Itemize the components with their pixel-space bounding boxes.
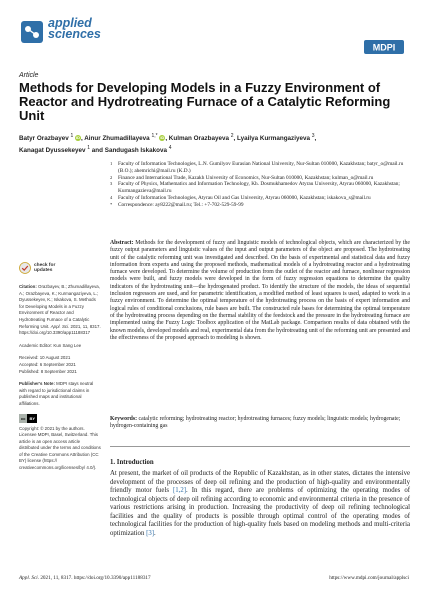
check-updates-icon <box>19 262 31 274</box>
author-affil-sup: 3 <box>311 133 315 139</box>
journal-name-line1: applied <box>48 16 92 30</box>
intro-body: At present, the market of oil products of the Republic of Kazakhstan, as in other states, dictates the intensive development of the processes of deep oil refining and the production of high-quality and environmentally friendly motor fuels [1,2]. In this regard, there are problems of optimizing the operating modes of technological objects of deep oil refining according to economic and environmental criteria in the presence of various restrictions arising in production. Increasing the productivity of deep oil refining technological facilities and the quality of products is possible through optimal control of the operating modes of technological facilities for the production of high-quality fuels based on modeling methods and multi-criteria optimization [3]. <box>110 470 410 537</box>
citation-volume[interactable]: 2021, 11, 8317. https://doi.org/10.3390/app11188317 <box>19 323 101 336</box>
accepted-date: Accepted: 6 September 2021 <box>19 361 76 367</box>
author-affil-sup: 2 <box>230 133 234 139</box>
citation-text: Orazbayev, B.; Zhumadillayeva, A.; Orazbayeva, K.; Kurmangaziyeva, L.; Dyussekeyev, K.; Iskakova, S. Methods for Developing Models in a Fuzzy Environment of Reactor and Hydrotreating Furnace of a Catalytic Reforming Unit. <box>19 284 100 329</box>
cc-icon: cc <box>21 415 26 421</box>
page-footer <box>19 575 409 581</box>
affiliation-item: 1 Faculty of Information Technologies, L.N. Gumilyov Eurasian National University, Nur-Sultan 010000, Kazakhstan; batyr_o@mail.ru (B.O.); ahemrichi@mail.ru (K.D.) <box>110 161 404 174</box>
author-list <box>19 132 409 155</box>
publisher-note-text: MDPI stays neutral with regard to jurisdictional claims in published maps and institutional affiliations. <box>19 381 94 406</box>
author-name[interactable]: Kanagat Dyussekeyev <box>19 146 88 154</box>
publisher-note-label: Publisher's Note: <box>19 381 55 387</box>
affiliations <box>110 161 410 209</box>
keywords-text: catalytic reforming; hydrotreating reactor; hydrotreating furnaces; fuzzy models; linguistic models; hydrogenate; hydrogen-containing gas <box>110 416 401 430</box>
keywords <box>110 416 410 431</box>
editor-block <box>19 343 101 350</box>
citation-label: Citation: <box>19 284 37 289</box>
editor-label: Academic Editor: <box>19 342 53 348</box>
dates-block <box>19 355 101 375</box>
journal-name[interactable] <box>48 18 101 40</box>
author-name[interactable]: , Ainur Zhumadillayeva <box>80 135 152 143</box>
citation-block <box>19 284 101 337</box>
orcid-icon[interactable]: iD <box>75 135 80 141</box>
affiliation-item: 3 Faculty of Physics, Mathematics and Information Technology, Kh. Dosmukhamedov Atyrau University, Atyrau 060000, Kazakhstan; Kurmangazieva@mail.ru <box>110 181 400 195</box>
footer-journal: Appl. Sci. <box>19 575 40 581</box>
journal-name-line2: sciences <box>48 27 101 41</box>
intro-heading: 1. Introduction <box>110 459 154 466</box>
editor-name: Kun Sang Lee <box>53 342 82 348</box>
author-name[interactable]: and Sandugash Iskakova <box>90 146 169 154</box>
received-date: Received: 10 August 2021 <box>19 355 71 361</box>
affiliation-item: 4 Faculty of Information Technologies, Atyrau Oil and Gas University, Atyrau 060000, Kazakhstan; iskakova_s@mail.ru <box>110 194 371 201</box>
publisher-note-block <box>19 381 101 407</box>
author-line-1: Batyr Orazbayev $^1$ iD, Ainur Zhumadillayeva $^{1,*}$ iD, Kulman Orazbayeva $^2$, Lyailya Kurmangaziyeva $^3$, <box>19 133 317 143</box>
cc-license-badge[interactable] <box>19 414 37 423</box>
author-name[interactable]: , Lyailya Kurmangaziyeva <box>233 135 312 143</box>
check-for-updates-button[interactable] <box>19 262 101 274</box>
sidebar <box>19 262 101 478</box>
copyright-block <box>19 426 101 472</box>
journal-logo <box>20 20 44 44</box>
correspondence: * Correspondence: ay8222@mail.ru; Tel.: +7-702-529-59-99 <box>110 201 244 208</box>
copyright-text: Copyright: © 2021 by the authors. Licensee MDPI, Basel, Switzerland. This article is an open access article distributed under the terms and conditions of the Creative Commons Attribution (CC BY) license (https:// creativecommons.org/licenses/by/ 4.0/). <box>19 425 101 471</box>
citation-journal: Appl. Sci. <box>50 323 70 329</box>
section-divider <box>110 446 410 447</box>
published-date: Published: 8 September 2021 <box>19 368 77 374</box>
article-type: Article <box>19 72 39 79</box>
article-title: Methods for Developing Models in a Fuzzy Environment of Reactor and Hydrotreating Furnace of a Catalytic Reforming Unit <box>19 80 391 123</box>
abstract <box>110 240 410 342</box>
author-name[interactable]: , Kulman Orazbayeva <box>165 135 231 143</box>
footer-citation[interactable]: 2021, 11, 8317. https://doi.org/10.3390/app11188317 <box>39 575 151 581</box>
abstract-text: Methods for the development of fuzzy and linguistic models of technological objects, which are characterized by the fuzzy output parameters and linguistic values of the input and output parameters of the object are proposed. The hydrotreating unit of the catalytic reforming unit was investigated and described. On the basis of experimental and statistical data and fuzzy information from experts and using the proposed methods, mathematical models of a hydrotreating reactor and a hydrotreating furnace were developed. To determine the volume of production from the outlet of the reactor and furnace, nonlinear regression models were built, and fuzzy models were developed in the form of fuzzy regression equations to determine the quality indicators of the hydrotreating unit—the hydrogenated product. To identify the structure of the models, the ideas of sequential inclusion regressors are used, and for parametric identification, a modified method of least squares is used, adapted to work in a fuzzy environment. To determine the optimal temperature of the hydrotreating process on the basis of expert information and logical rules of conditional conclusions, rule bases are built. The constructed rule bases for determining the optimal temperature of the hydrotreating process depending on the thermal stability of the feedstock and the pressure in the hydrotreating furnace are implemented using the Fuzzy Logic Toolbox application of the MatLab package. Comparison results of data obtained with the known models, developed models and real, experimental data from the hydrotreating unit of the reforming unit are presented and the effectiveness of the proposed approach to modeling is shown. <box>110 240 410 341</box>
check-updates-line1: check for <box>34 263 56 268</box>
author-affil-sup: 1,* <box>151 133 158 139</box>
author-affil-sup: 1 <box>87 144 91 151</box>
keywords-label: Keywords: <box>110 416 138 422</box>
author-name[interactable]: Batyr Orazbayev <box>19 135 71 143</box>
orcid-icon[interactable]: iD <box>160 135 165 141</box>
check-updates-line2: updates <box>34 268 53 273</box>
affiliation-item: 2 Finance and International Trade, Kazakh University of Economics, Nur-Sultan 010000, Kazakhstan; kulman_o@mail.ru <box>110 174 374 181</box>
publisher-logo[interactable] <box>364 40 404 54</box>
footer-journal-url[interactable]: https://www.mdpi.com/journal/applsci <box>329 575 409 581</box>
author-affil-sup: 1 <box>70 133 74 139</box>
author-affil-sup: 4 <box>168 144 172 151</box>
by-icon: BY <box>29 415 36 421</box>
author-line-2 <box>19 144 409 156</box>
reference-link[interactable]: [1,2] <box>172 487 187 494</box>
publisher-name: MDPI <box>372 42 396 53</box>
abstract-label: Abstract: <box>110 240 134 246</box>
reference-link[interactable]: [3] <box>146 529 154 537</box>
